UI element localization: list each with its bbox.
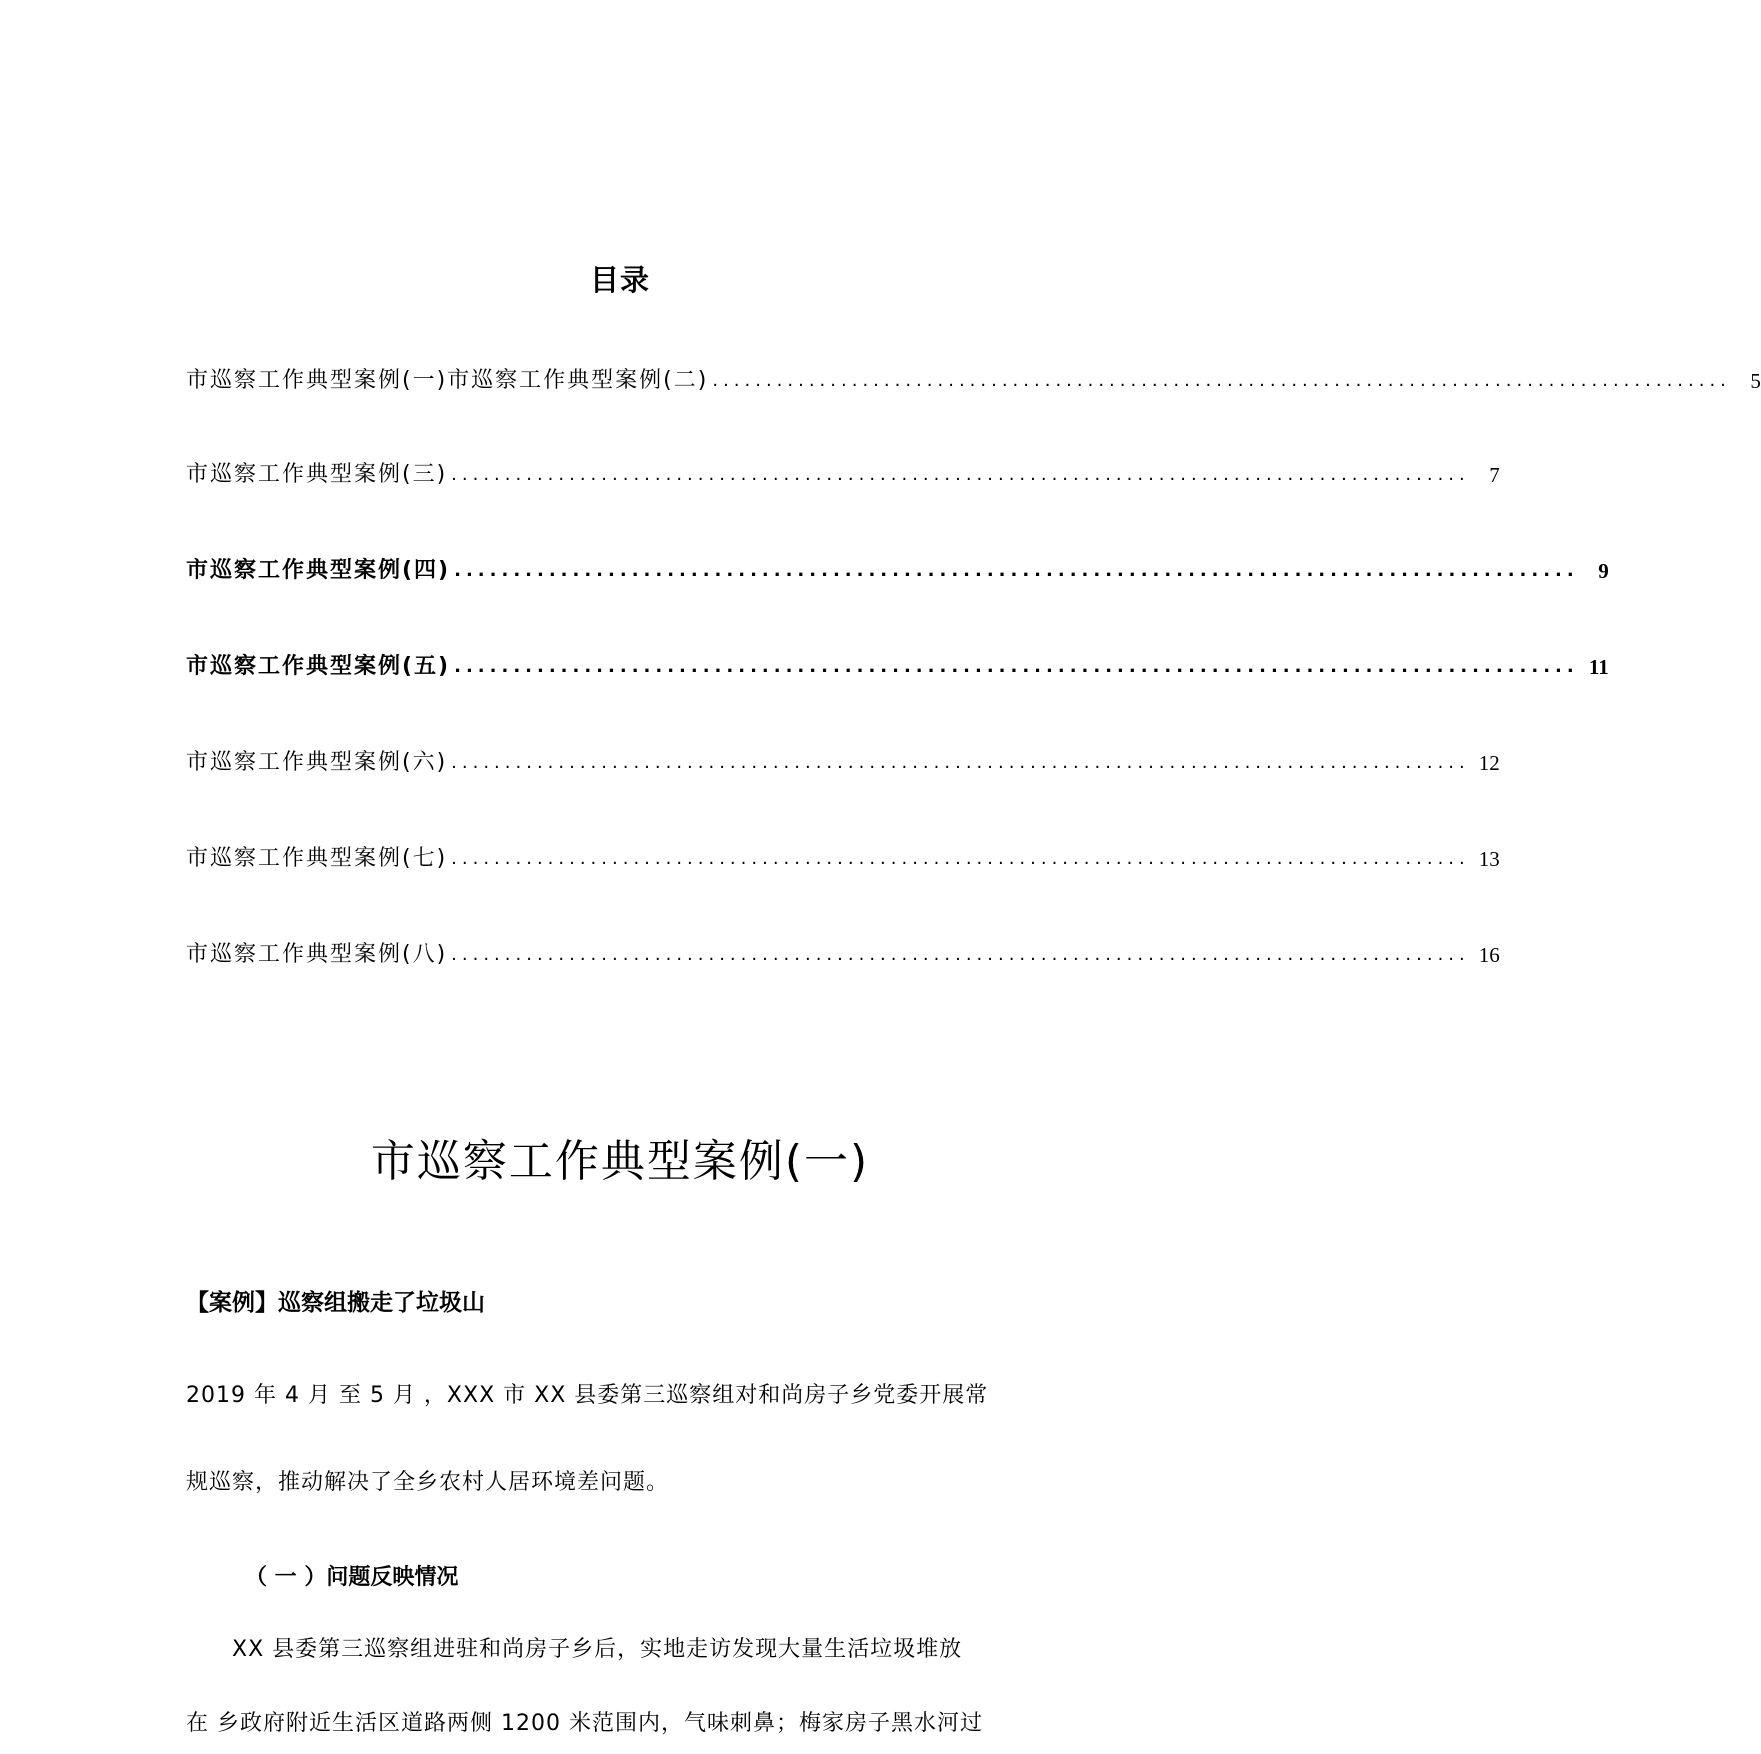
intro-paragraph-line: 规巡察，推动解决了全乡农村人居环境差问题。 — [186, 1470, 670, 1495]
toc-entry-text: 市巡察工作典型案例(八) — [186, 942, 448, 967]
section-paragraph-line: XX 县委第三巡察组进驻和尚房子乡后，实地走访发现大量生活垃圾堆放 — [232, 1637, 963, 1662]
toc-entry[interactable] — [186, 934, 1500, 968]
case-heading: 【案例】巡察组搬走了垃圾山 — [186, 1290, 485, 1316]
toc-leader: ............................................................................................... — [454, 560, 1579, 581]
toc-page-number: 9 — [1598, 559, 1609, 583]
toc-page-number: 13 — [1478, 847, 1500, 871]
toc-entry[interactable] — [186, 742, 1500, 776]
toc-entry-text: 市巡察工作典型案例(四) — [186, 558, 451, 583]
toc-leader: ............................................................................................... — [451, 752, 1470, 773]
toc-entry-text: 市巡察工作典型案例(三) — [186, 462, 448, 487]
toc-entry[interactable] — [186, 646, 1609, 680]
toc-leader: ............................................................................................... — [451, 848, 1470, 869]
toc-page-number: 5 — [1750, 369, 1761, 393]
toc-title: 目录 — [589, 263, 650, 297]
toc-entry[interactable] — [186, 454, 1500, 488]
toc-entry-text: 市巡察工作典型案例(六) — [186, 750, 448, 775]
toc-leader: ............................................................................................... — [451, 464, 1470, 485]
toc-page-number: 7 — [1489, 463, 1500, 487]
toc-entry-text: 市巡察工作典型案例(七) — [186, 846, 448, 871]
toc-entry-text: 市巡察工作典型案例(一)市巡察工作典型案例(二) — [186, 368, 709, 393]
toc-leader: ............................................................................................... — [712, 370, 1731, 391]
section-heading: （ 一 ）问题反映情况 — [245, 1565, 459, 1590]
toc-leader: ............................................................................................... — [451, 944, 1470, 965]
toc-entry[interactable] — [186, 360, 1761, 394]
section-paragraph-line: 在 乡政府附近生活区道路两侧 1200 米范围内，气味刺鼻；梅家房子黑水河过 — [186, 1711, 983, 1736]
toc-leader: ............................................................................................... — [454, 656, 1579, 677]
toc-page-number: 12 — [1478, 751, 1500, 775]
intro-paragraph-line: 2019 年 4 月 至 5 月 ，XXX 市 XX 县委第三巡察组对和尚房子乡党委开展常 — [186, 1383, 989, 1408]
toc-entry[interactable] — [186, 550, 1609, 584]
toc-entry[interactable] — [186, 838, 1500, 872]
article-title: 市巡察工作典型案例(一) — [370, 1136, 870, 1187]
toc-page-number: 16 — [1478, 943, 1500, 967]
toc-page-number: 11 — [1588, 655, 1609, 679]
toc-entry-text: 市巡察工作典型案例(五) — [186, 654, 451, 679]
